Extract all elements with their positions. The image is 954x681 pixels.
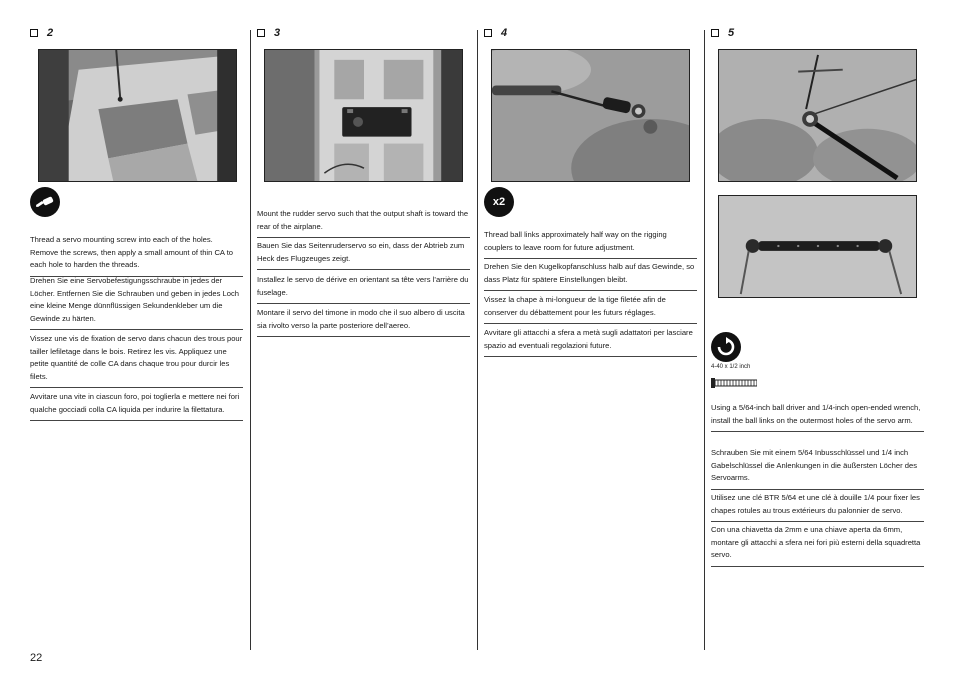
instruction-it: Con una chiavetta da 2mm e una chiave aperta da 6mm, montare gli attacchi a sfera nei fori più esterni della squadretta servo. bbox=[711, 524, 924, 567]
instruction-it: Avvitare una vite in ciascun foro, poi toglierla e mettere nei fori qualche gocciadi colla CA liquida per indurire la filettatura. bbox=[30, 391, 243, 421]
quantity-badge: x2 bbox=[484, 187, 514, 217]
photo-rudder-servo bbox=[264, 49, 463, 182]
column-divider bbox=[250, 30, 251, 650]
step-5-header bbox=[711, 26, 734, 40]
step-number: 4 bbox=[501, 27, 508, 39]
page-number: 22 bbox=[30, 652, 43, 664]
instruction-fr: Vissez la chape à mi-longueur de la tige filetée afin de conserver du débattement pour les futurs réglages. bbox=[484, 294, 697, 324]
instruction-en: Mount the rudder servo such that the output shaft is toward the rear of the airplane. bbox=[257, 208, 470, 238]
screw-size-label: 4-40 x 1/2 inch bbox=[711, 364, 751, 370]
step-4-header bbox=[484, 26, 507, 40]
instruction-de: Drehen Sie den Kugelkopfanschluss halb auf das Gewinde, so dass Platz für spätere Einstellungen bleibt. bbox=[484, 261, 697, 291]
instruction-fr: Utilisez une clé BTR 5/64 et une clé à douille 1/4 pour fixer les chapes rotules au trous extérieurs du palonnier de servo. bbox=[711, 492, 924, 522]
rotate-arrow-icon bbox=[711, 332, 741, 362]
step-number: 3 bbox=[274, 27, 281, 39]
photo-servo-mounting-holes bbox=[38, 49, 237, 182]
step-checkbox[interactable] bbox=[30, 29, 38, 37]
column-divider bbox=[704, 30, 705, 650]
ca-glue-bottle-icon bbox=[30, 187, 60, 217]
step-2-header bbox=[30, 26, 53, 40]
screw-icon bbox=[711, 375, 757, 385]
instruction-de: Bauen Sie das Seitenruderservo so ein, dass der Abtrieb zum Heck des Flugzeuges zeigt. bbox=[257, 240, 470, 270]
photo-servo-arm-with-ball-links bbox=[718, 195, 917, 298]
instruction-it: Montare il servo del timone in modo che il suo albero di uscita sia rivolto verso la parte posteriore dell’aereo. bbox=[257, 307, 470, 337]
photo-ball-link-install bbox=[718, 49, 917, 182]
photo-ball-link-threading bbox=[491, 49, 690, 182]
instruction-fr: Vissez une vis de fixation de servo dans chacun des trous pour tailler lefiletage dans le bois. Retirez les vis. Appliquez une petite quantité de colle CA dans chaque trou pour durcir les filets. bbox=[30, 333, 243, 388]
instruction-de: Schrauben Sie mit einem 5/64 Inbusschlüssel und 1/4 inch Gabelschlüssel die Anlenkungen in die äußersten Löcher des Servoarms. bbox=[711, 447, 924, 490]
instruction-fr: Installez le servo de dérive en orientant sa tête vers l’arrière du fuselage. bbox=[257, 274, 470, 304]
instruction-en: Thread a servo mounting screw into each of the holes. Remove the screws, then apply a small amount of thin CA to each hole to harden the threads. bbox=[30, 234, 243, 277]
instruction-de: Drehen Sie eine Servobefestigungsschraube in jedes der Löcher. Entfernen Sie die Schrauben und geben in jedes Loch eine kleine Menge dünnflüssigen Sekundenkleber um die Gewinde zu härten. bbox=[30, 275, 243, 330]
instruction-en: Thread ball links approximately half way on the rigging couplers to leave room for future adjustment. bbox=[484, 229, 697, 259]
instruction-en: Using a 5/64-inch ball driver and 1/4-inch open-ended wrench, install the ball links on the outermost holes of the servo arm. bbox=[711, 402, 924, 432]
step-3-header bbox=[257, 26, 280, 40]
step-checkbox[interactable] bbox=[257, 29, 265, 37]
column-divider bbox=[477, 30, 478, 650]
step-checkbox[interactable] bbox=[711, 29, 719, 37]
step-checkbox[interactable] bbox=[484, 29, 492, 37]
step-number: 2 bbox=[47, 27, 54, 39]
instruction-it: Avvitare gli attacchi a sfera a metà sugli adattatori per lasciare spazio ad eventuali regolazioni future. bbox=[484, 327, 697, 357]
step-number: 5 bbox=[728, 27, 735, 39]
